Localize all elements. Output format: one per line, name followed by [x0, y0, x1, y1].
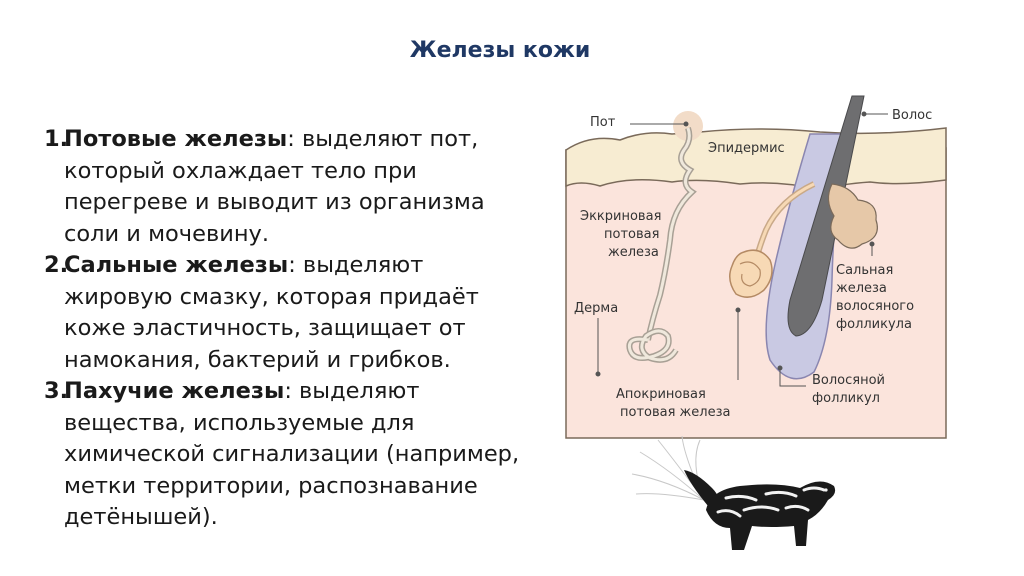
- epidermis-layer: [566, 128, 946, 190]
- label-eccrine-3: железа: [608, 245, 659, 260]
- label-apocrine-1: Апокриновая: [616, 387, 706, 402]
- label-hair: Волос: [892, 108, 933, 123]
- label-epidermis: Эпидермис: [708, 141, 785, 156]
- list-item-text: : выделяют жировую смазку, которая придаёт коже эластичность, защищает от намокания, бактерий и грибков.: [64, 252, 479, 373]
- leader-follicle-dot: [778, 366, 782, 370]
- list-item-number: 1.: [44, 126, 69, 152]
- list-item-number: 2.: [44, 252, 69, 278]
- leader-sebaceous-dot: [870, 242, 874, 246]
- label-sebaceous-3: волосяного: [836, 299, 915, 314]
- label-sebaceous-4: фолликула: [836, 317, 912, 332]
- label-follicle-2: фолликул: [812, 391, 880, 406]
- list-item-term: Потовые железы: [64, 126, 288, 152]
- label-sweat: Пот: [590, 115, 616, 130]
- list-item-term: Сальные железы: [64, 252, 289, 278]
- list-item-number: 3.: [44, 378, 69, 404]
- slide-title: Железы кожи: [409, 38, 591, 63]
- leader-dermis-dot: [596, 372, 600, 376]
- label-dermis: Дерма: [574, 301, 619, 316]
- label-sebaceous-2: железа: [836, 281, 887, 296]
- leader-apocrine-dot: [736, 308, 740, 312]
- label-sebaceous-1: Сальная: [836, 263, 894, 278]
- leader-hair-dot: [862, 112, 866, 116]
- leader-sweat-dot: [684, 122, 688, 126]
- skunk-illustration: [632, 436, 835, 550]
- label-apocrine-2: потовая железа: [620, 405, 731, 420]
- list-item-text: : выделяют вещества, используемые для химической сигнализации (например, метки территории, распознавание детёнышей).: [64, 378, 520, 530]
- skunk-tail: [632, 436, 704, 500]
- skunk-eye: [824, 488, 827, 491]
- label-eccrine-1: Эккриновая: [580, 209, 662, 224]
- label-eccrine-2: потовая: [604, 227, 660, 242]
- label-follicle-1: Волосяной: [812, 373, 886, 388]
- list-item-text: : выделяют пот, который охлаждает тело при перегреве и выводит из организма соли и мочевину.: [64, 126, 485, 247]
- list-item-term: Пахучие железы: [64, 378, 285, 404]
